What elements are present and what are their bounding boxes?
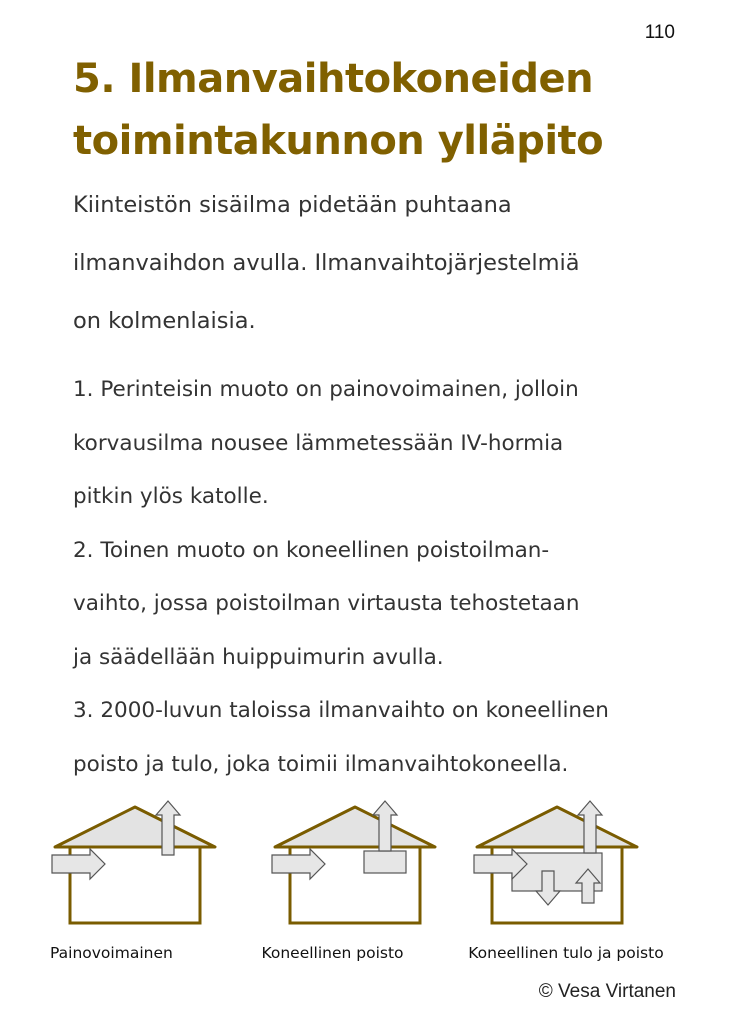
house-roof [55,807,215,847]
title-line-2: toimintakunnon ylläpito [73,118,604,164]
inflow-arrow-icon [272,849,325,879]
list-line: vaihto, jossa poistoilman virtausta tehostetaan [73,591,580,616]
list-line: 1. Perinteisin muoto on painovoimainen, jolloin [73,377,579,402]
list-line: 2. Toinen muoto on koneellinen poistoilman- [73,537,550,563]
ventilation-types-list [73,363,723,791]
mechanical-exhaust-diagram [270,795,440,935]
intro-line: ilmanvaihdon avulla. Ilmanvaihtojärjestelmiä [73,250,580,276]
list-line: pitkin ylös katolle. [73,484,269,509]
list-line: korvausilma nousee lämmetessään IV-hormia [73,430,564,456]
copyright-text: © Vesa Virtanen [538,981,676,1002]
house-roof [275,807,435,847]
list-line: ja säädellään huippuimurin avulla. [73,644,444,670]
intro-paragraph [73,176,723,350]
caption-mechanical-exhaust: Koneellinen poisto [261,944,404,962]
list-line: poisto ja tulo, joka toimii ilmanvaihtokoneella. [73,751,569,777]
list-line: 3. 2000-luvun taloissa ilmanvaihto on koneellinen [73,698,609,723]
intro-line: on kolmenlaisia. [73,308,256,334]
caption-mechanical-supply-exhaust: Koneellinen tulo ja poisto [468,944,664,962]
gravity-ventilation-diagram [50,795,220,935]
house-roof [477,807,637,847]
title-line-1: 5. Ilmanvaihtokoneiden [73,56,594,102]
caption-gravity: Painovoimainen [50,944,173,962]
mechanical-supply-exhaust-diagram [472,795,642,935]
intro-line: Kiinteistön sisäilma pidetään puhtaana [73,192,512,218]
roof-fan-unit [364,851,406,873]
inflow-arrow-icon [52,849,105,879]
page-title [73,48,713,172]
page-number: 110 [644,22,675,43]
